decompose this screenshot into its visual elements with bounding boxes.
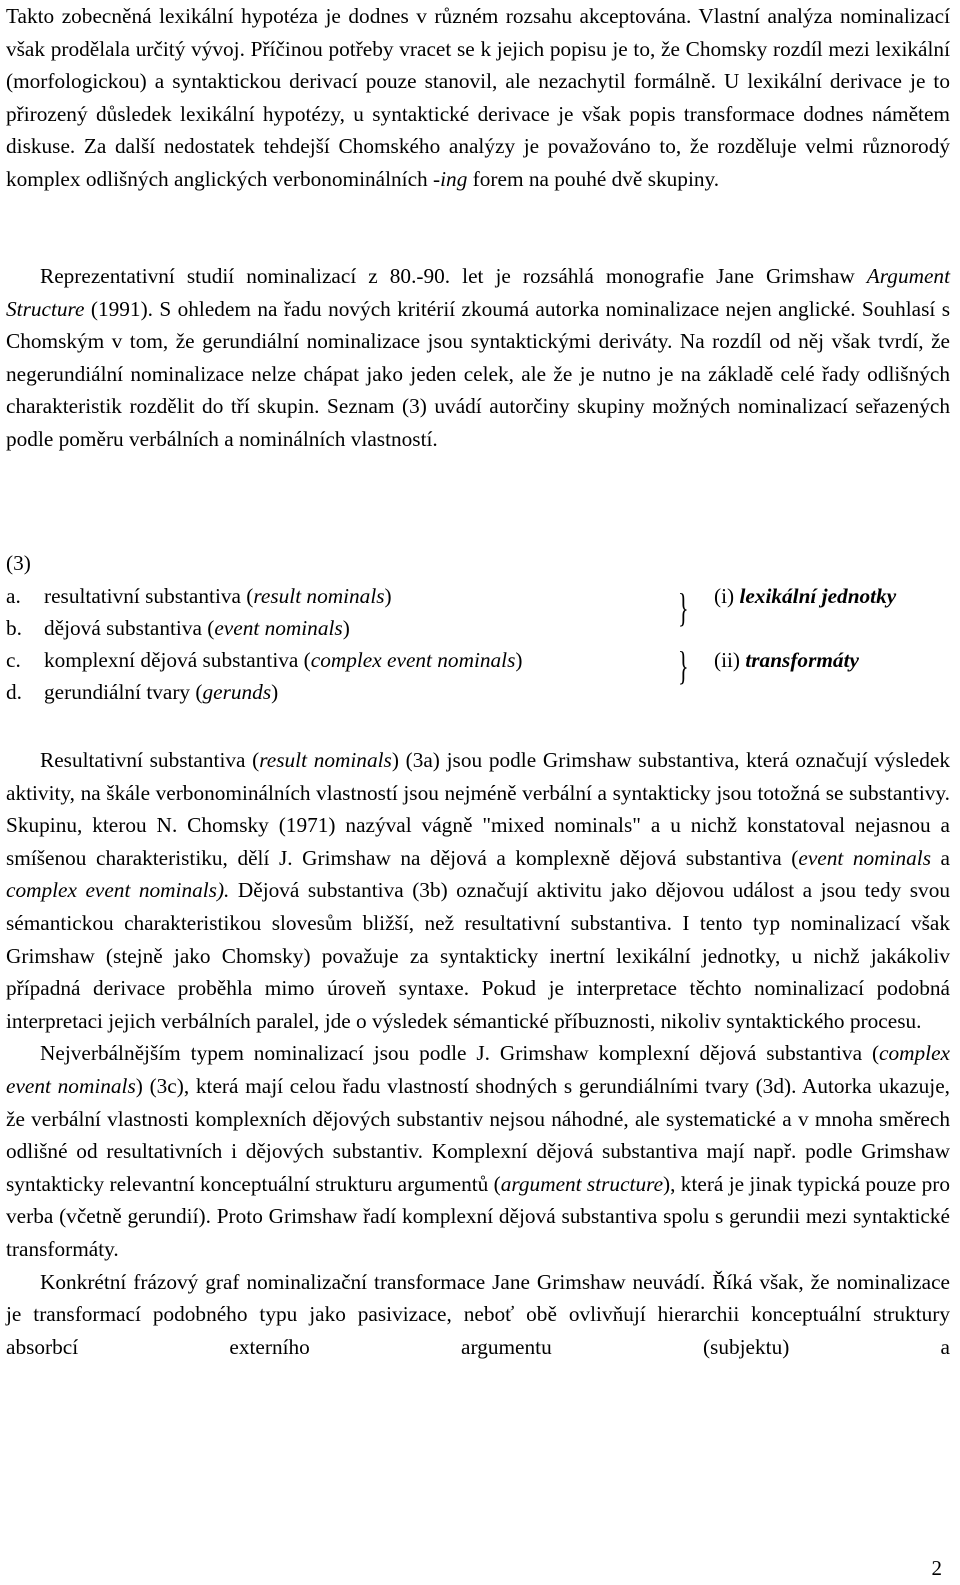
- brace-icon: }: [678, 643, 689, 688]
- book-title: Argument Structure: [6, 264, 950, 321]
- example-item-d: d. gerundiální tvary (gerunds): [6, 680, 279, 704]
- example-item-a: a. resultativní substantiva (result nominals): [6, 584, 392, 608]
- example-number: (3): [6, 551, 31, 575]
- italic-term: -ing: [433, 166, 468, 191]
- example-item-b: b. dějová substantiva (event nominals): [6, 616, 350, 640]
- paragraph-1: Takto zobecněná lexikální hypotéza je dodnes v různém rozsahu akceptována. Vlastní analýza nominalizací však prodělala určitý vývoj. Příčinou potřeby vracet se k jejich popisu je to, že Chomsky rozdíl mezi lexikální (morfologickou) a syntaktickou derivací pouze stanovil, ale nezachytil formálně. U lexikální derivace je to přirozený důsledek lexikální hypotézy, u syntaktické derivace je však popis transformace dodnes námětem diskuse. Za další nedostatek tehdejší Chomského analýzy je považováno to, že rozděluje velmi různorodý komplex odlišných anglických verbonominálních -ing forem na pouhé dvě skupiny.: [6, 4, 950, 191]
- page-number: 2: [931, 1556, 942, 1580]
- body-text: [6, 744, 950, 1363]
- group-label-transform: (ii) transformáty: [714, 648, 859, 672]
- brace-icon: }: [678, 585, 689, 630]
- paragraph-2: Reprezentativní studií nominalizací z 80.-90. let je rozsáhlá monografie Jane Grimshaw Argument Structure (1991). S ohledem na řadu nových kritérií zkoumá autorka nominalizace nejen anglické. Souhlasí s Chomským v tom, že gerundiální nominalizace jsou syntaktickými deriváty. Na rozdíl od něj však tvrdí, že negerundiální nominalizace nelze chápat jako jeden celek, ale že je nutno je na základě celé řady odlišných charakteristik rozdělit do tří skupin. Seznam (3) uvádí autorčiny skupiny možných nominalizací seřazených podle poměru verbálních a nominálních vlastností.: [6, 264, 950, 451]
- paragraph-5: Konkrétní frázový graf nominalizační transformace Jane Grimshaw neuvádí. Říká však, že nominalizace je transformací podobného typu jako pasivizace, neboť obě ovlivňují hierarchii konceptuální struktury absorbcí externího argumentu (subjektu) a: [6, 1269, 950, 1359]
- paragraph-4: Nejverbálnějším typem nominalizací jsou podle J. Grimshaw komplexní dějová substantiva (complex event nominals) (3c), která mají celou řadu vlastností shodných s gerundiálními tvary (3d). Autorka ukazuje, že verbální vlastnosti komplexních dějových substantiv nejsou náhodné, ale systematické a v mnoha směrech odlišné od resultativních i dějových substantiv. Komplexní dějová substantiva mají např. podle Grimshaw syntakticky relevantní konceptuální strukturu argumentů (argument structure), která je jinak typická pouze pro verba (včetně gerundií). Proto Grimshaw řadí komplexní dějová substantiva spolu s gerundii mezi syntaktické transformáty.: [6, 1041, 951, 1261]
- paragraph-3: Resultativní substantiva (result nominals) (3a) jsou podle Grimshaw substantiva, která označují výsledek aktivity, na škále verbonominálních vlastností jsou nejméně verbální a syntakticky jsou totožná se substantivy. Skupinu, kterou N. Chomsky (1971) nazýval vágně "mixed nominals" a u nichž konstatoval nejasnou a smíšenou charakteristiku, dělí J. Grimshaw na dějová a komplexně dějová substantiva (event nominals a complex event nominals). Dějová substantiva (3b) označují aktivitu jako dějovou událost a jsou tedy svou sémantickou charakteristikou slovesům bližší, než resultativní substantiva. I tento typ nominalizací však Grimshaw (stejně jako Chomsky) považuje za syntakticky inertní lexikální jednotky, u nichž jakákoliv případná derivace proběhla mimo úroveň syntaxe. Pokud je interpretace těchto nominalizací podobná interpretaci jejich verbálních paralel, jde o výsledek sémantické příbuznosti, nikoliv syntaktického procesu.: [6, 748, 951, 1033]
- example-item-c: c. komplexní dějová substantiva (complex event nominals): [6, 648, 523, 672]
- group-label-lexical: (i) lexikální jednotky: [714, 584, 897, 608]
